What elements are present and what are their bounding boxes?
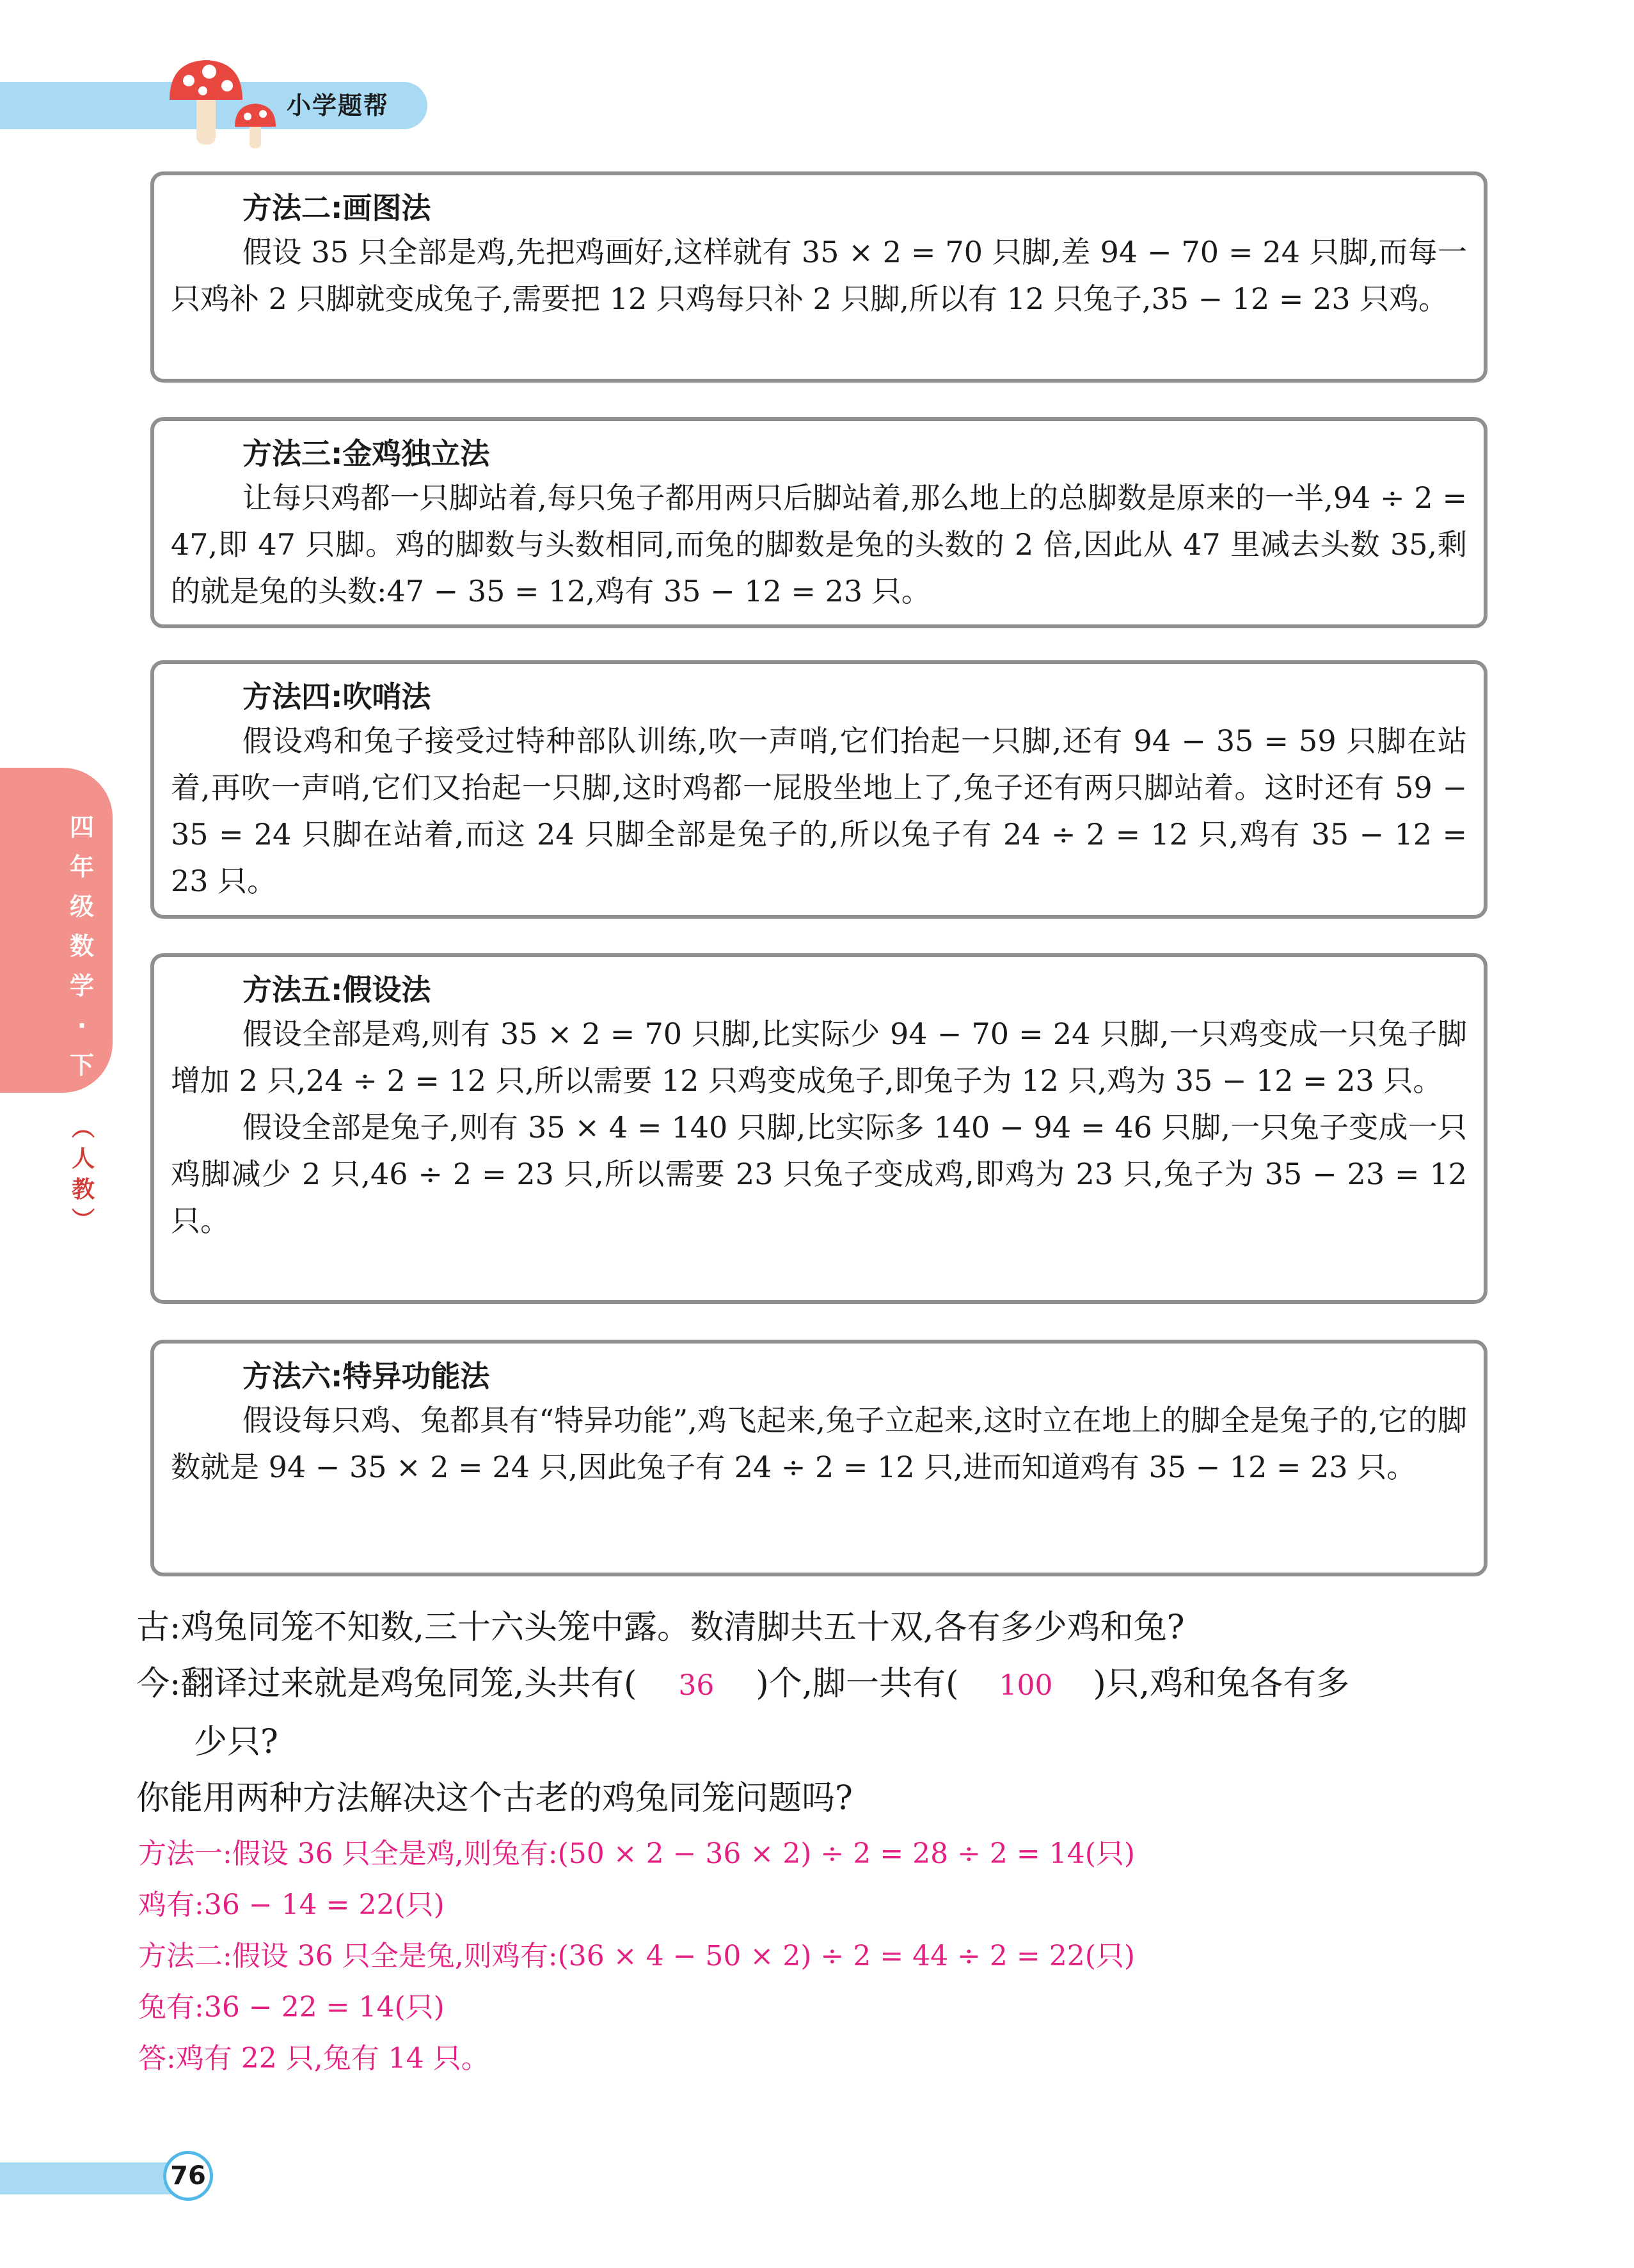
- side-tab-edition: ︵ 人 教 ︶: [71, 1115, 95, 1233]
- question-text: )只,鸡和兔各有多: [1093, 1665, 1350, 1703]
- method-paragraph: 假设每只鸡、兔都具有“特异功能”,鸡飞起来,兔子立起来,这时立在地上的脚全是兔子的,它的脚数就是 94 − 35 × 2 = 24 只,因此兔子有 24 ÷ 2 = 12 只,进而知道鸡有 35 − 12 = 23 只。: [171, 1403, 1467, 1484]
- method-title: 方法三:金鸡独立法: [242, 436, 490, 471]
- question-prompt: 你能用两种方法解决这个古老的鸡兔同笼问题吗?: [136, 1779, 853, 1818]
- method-title: 方法二:画图法: [242, 191, 431, 225]
- solution-block: [138, 1828, 1482, 2084]
- side-tab-grade: 四 年 级 数 学 · 下: [69, 813, 94, 1079]
- question-text: )个,脚一共有(: [756, 1665, 959, 1703]
- method-box-6: [150, 1340, 1487, 1576]
- method-box-5: [150, 953, 1487, 1304]
- method-title: 方法五:假设法: [242, 972, 431, 1007]
- mushroom-icon: [163, 55, 285, 151]
- method-box-3: [150, 417, 1487, 628]
- answer-blank-heads: 36: [678, 1669, 715, 1702]
- question-modern-cont: 少只?: [194, 1723, 278, 1761]
- method-paragraph: 假设全部是兔子,则有 35 × 4 = 140 只脚,比实际多 140 − 94 = 46 只脚,一只兔子变成一只鸡脚减少 2 只,46 ÷ 2 = 23 只,所以需要 23 只兔子变成鸡,即鸡为 23 只,兔子为 35 − 23 = 12 只。: [171, 1110, 1467, 1238]
- question-modern: [136, 1656, 1499, 1714]
- method-paragraph: 假设全部是鸡,则有 35 × 2 = 70 只脚,比实际少 94 − 70 = 24 只脚,一只鸡变成一只兔子脚增加 2 只,24 ÷ 2 = 12 只,所以需要 12 只鸡变成兔子,即兔子为 12 只,鸡为 35 − 12 = 23 只。: [171, 1017, 1467, 1098]
- method-paragraph: 假设鸡和兔子接受过特种部队训练,吹一声哨,它们抬起一只脚,还有 94 − 35 = 59 只脚在站着,再吹一声哨,它们又抬起一只脚,这时鸡都一屁股坐地上了,兔子还有两只脚站着。这时还有 59 − 35 = 24 只脚在站着,而这 24 只脚全部是兔子的,所以兔子有 24 ÷ 2 = 12 只,鸡有 35 − 12 = 23 只。: [171, 724, 1467, 898]
- method-paragraph: 让每只鸡都一只脚站着,每只兔子都用两只后脚站着,那么地上的总脚数是原来的一半,94 ÷ 2 = 47,即 47 只脚。鸡的脚数与头数相同,而兔的脚数是兔的头数的 2 倍,因此从 47 里减去头数 35,剩的就是兔的头数:47 − 35 = 12,鸡有 35 − 12 = 23 只。: [171, 480, 1467, 608]
- method-box-4: [150, 660, 1487, 919]
- method-paragraph: 假设 35 只全部是鸡,先把鸡画好,这样就有 35 × 2 = 70 只脚,差 94 − 70 = 24 只脚,而每一只鸡补 2 只脚就变成兔子,需要把 12 只鸡每只补 2 只脚,所以有 12 只兔子,35 − 12 = 23 只鸡。: [171, 235, 1467, 316]
- solution-line: 方法二:假设 36 只全是兔,则鸡有:(36 × 4 − 50 × 2) ÷ 2 = 44 ÷ 2 = 22(只): [138, 1940, 1136, 1972]
- page-number: 76: [163, 2151, 213, 2201]
- method-title: 方法六:特异功能法: [242, 1359, 490, 1393]
- question-ancient: 古:鸡兔同笼不知数,三十六头笼中露。数清脚共五十双,各有多少鸡和兔?: [136, 1608, 1185, 1647]
- question-block: [136, 1599, 1499, 1827]
- solution-line: 鸡有:36 − 14 = 22(只): [138, 1889, 445, 1921]
- solution-answer: 答:鸡有 22 只,兔有 14 只。: [138, 2042, 489, 2075]
- answer-blank-feet: 100: [999, 1669, 1053, 1702]
- solution-line: 方法一:假设 36 只全是鸡,则兔有:(50 × 2 − 36 × 2) ÷ 2 = 28 ÷ 2 = 14(只): [138, 1837, 1136, 1870]
- question-text: 今:翻译过来就是鸡兔同笼,头共有(: [136, 1665, 637, 1703]
- header-title: 小学题帮: [287, 91, 390, 120]
- method-title: 方法四:吹哨法: [242, 679, 431, 714]
- method-box-2: [150, 171, 1487, 383]
- solution-line: 兔有:36 − 22 = 14(只): [138, 1991, 445, 2024]
